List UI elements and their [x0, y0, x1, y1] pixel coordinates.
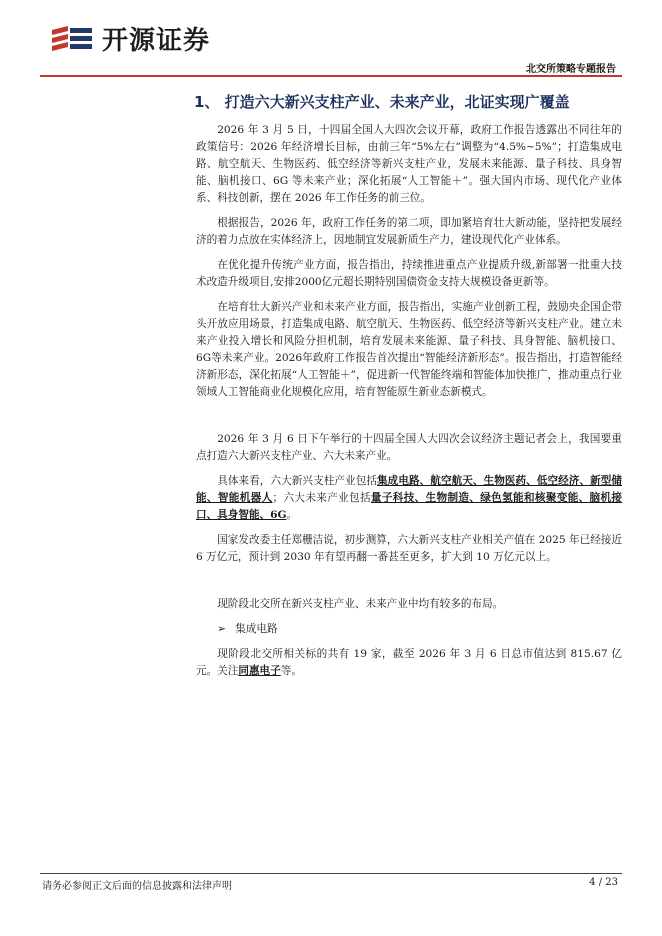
- brand-logo: [50, 20, 210, 57]
- paragraph-8: 现阶段北交所在新兴支柱产业、未来产业中均有较多的布局。: [217, 598, 504, 610]
- arrow-bullet-icon: ➢: [217, 623, 227, 635]
- paragraph-6: [196, 473, 622, 524]
- p9-text-a: 现阶段北交所相关标的共有 19 家，截至 2026 年 3 月 6 日总市值达到 815.67 亿元。关注: [196, 648, 622, 677]
- paragraph-5: 2026 年 3 月 6 日下午举行的十四届全国人大四次会议经济主题记者会上，我国要重点打造六大新兴支柱产业、六大未来产业。: [196, 433, 622, 462]
- paragraph-9: [196, 646, 622, 680]
- main-content: [196, 92, 622, 688]
- paragraph-3: 在优化提升传统产业方面，报告指出，持续推进重点产业提质升级,新部署一批重大技术改造升级项目,安排2000亿元超长期特别国债资金支持大规模设备更新等。: [196, 259, 622, 288]
- footer-divider: [40, 873, 622, 874]
- paragraph-2: 根据报告，2026 年，政府工作任务的第二项，即加紧培育壮大新动能，坚持把发展经济的着力点放在实体经济上，因地制宜发展新质生产力，建设现代化产业体系。: [196, 217, 622, 246]
- p6-text-c: 。: [286, 509, 298, 521]
- paragraph-1: 2026 年 3 月 5 日，十四届全国人大四次会议开幕，政府工作报告透露出不同往年的政策信号：2026 年经济增长目标，由前三年“5%左右”调整为“4.5%~5%”；打造集成电路、航空航天、生物医药、低空经济等新兴支柱产业，发展未来能源、量子科技、具身智能、脑机接口、6G 等未来产业；深化拓展“人工智能＋”。强大国内市场、现代化产业体系、科技创新，摆在 2026 年工作任务的前三位。: [196, 124, 622, 204]
- bullet-item: [196, 621, 622, 638]
- footer-disclaimer: 请务必参阅正文后面的信息披露和法律声明: [42, 881, 232, 892]
- bullet-label: 集成电路: [235, 623, 278, 635]
- emerging-industries-list: 集成电路、航空航天、生物医药、低空经济、新型储能、智能机器人: [196, 475, 623, 504]
- report-type: 北交所策略专题报告: [526, 64, 616, 75]
- p9-text-b: 等。: [280, 665, 302, 677]
- page-header: [0, 0, 662, 80]
- p6-text-b: ；六大未来产业包括: [272, 492, 371, 504]
- logo-icon: [50, 24, 94, 54]
- spacer: [196, 409, 622, 431]
- brand-name: 开源证券: [102, 26, 211, 56]
- paragraph-4: 在培育壮大新兴产业和未来产业方面，报告指出，实施产业创新工程，鼓励央企国企带头开放应用场景，打造集成电路、航空航天、生物医药、低空经济等新兴支柱产业。建立未来产业投入增长和风险分担机制，培育发展未来能源、量子科技、具身智能、脑机接口、6G等未来产业。2026年政府工作报告首次提出“智能经济新形态”。报告指出，打造智能经济新形态，深化拓展“人工智能＋”，促进新一代智能终端和智能体加快推广，推动重点行业领域人工智能商业化规模化应用，培育智能原生新业态新模式。: [196, 301, 622, 398]
- future-industries-list: 量子科技、生物制造、绿色氢能和核聚变能、脑机接口、具身智能、6G: [196, 492, 623, 521]
- page-number: 4 / 23: [589, 877, 618, 888]
- company-highlight: 同惠电子: [238, 665, 281, 677]
- header-divider: [40, 75, 622, 77]
- section-title: 1、 打造六大新兴支柱产业、未来产业，北证实现广覆盖: [194, 93, 570, 111]
- paragraph-7: 国家发改委主任郑栅洁说，初步测算，六大新兴支柱产业相关产值在 2025 年已经接近 6 万亿元，预计到 2030 年有望再翻一番甚至更多，扩大到 10 万亿元以上。: [196, 534, 622, 563]
- p6-text-a: 具体来看，六大新兴支柱产业包括: [217, 475, 378, 487]
- spacer: [196, 574, 622, 596]
